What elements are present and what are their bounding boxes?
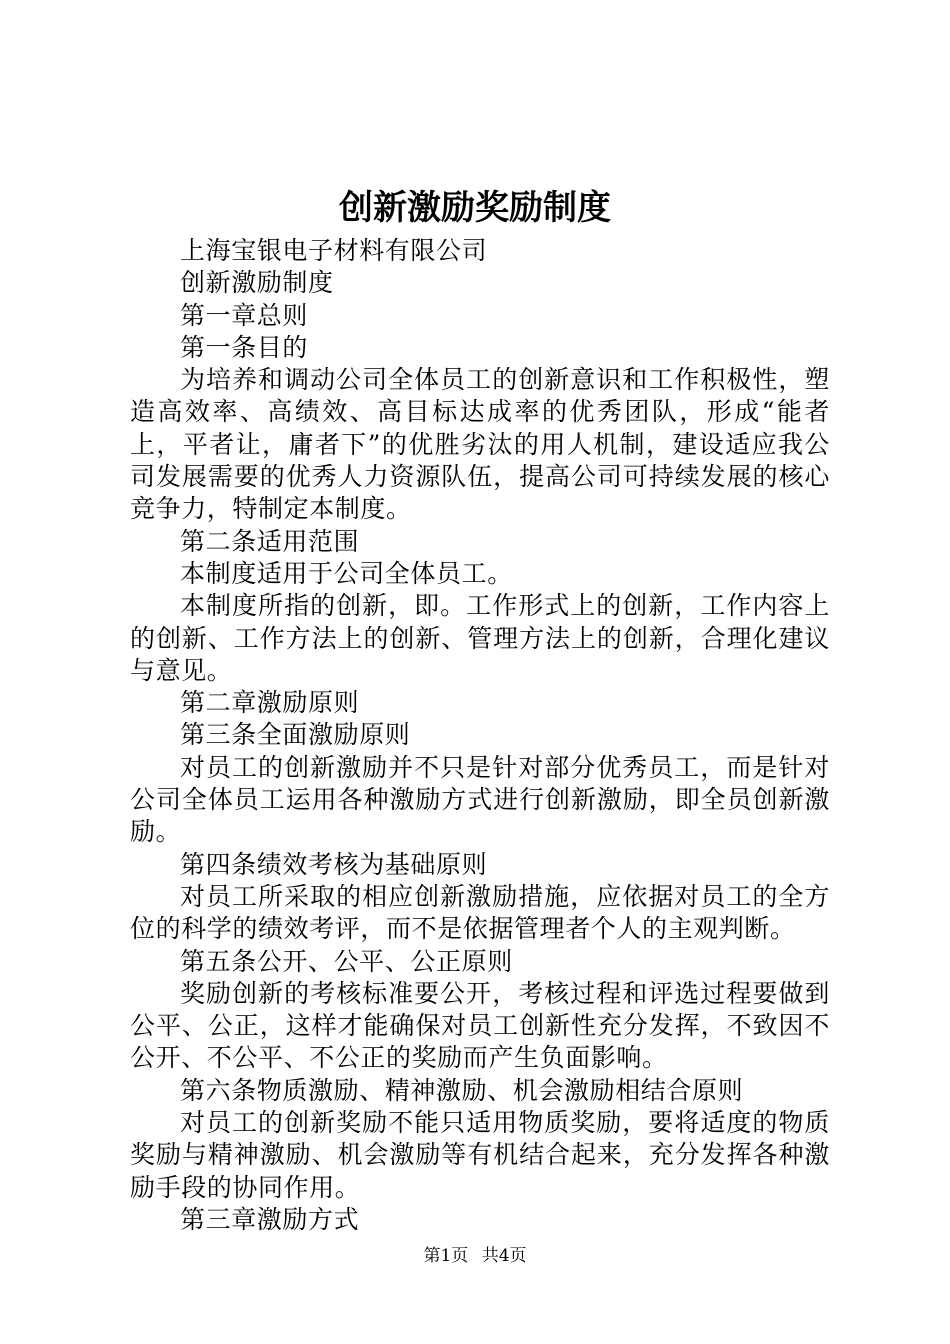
article-heading: 第一条目的 [180, 332, 309, 362]
article-heading: 第六条物质激励、精神激励、机会激励相结合原则 [180, 1075, 744, 1105]
chapter-heading: 第一章总则 [180, 300, 309, 330]
system-name: 创新激励制度 [180, 268, 334, 298]
chapter-heading: 第三章激励方式 [180, 1204, 360, 1234]
article-heading: 第二条适用范围 [180, 526, 360, 556]
page-number: 第1页 [423, 1246, 469, 1266]
document-title: 创新激励奖励制度 [339, 188, 611, 228]
body-paragraph: 对员工的创新奖励不能只适用物质奖励，要将适度的物质奖励与精神激励、机会激励等有机结合起来，充分发挥各种激励手段的协同作用。 [130, 1108, 830, 1202]
document-body [130, 235, 830, 1236]
article-heading: 第五条公开、公平、公正原则 [180, 946, 513, 976]
chapter-heading: 第二章激励原则 [180, 688, 360, 718]
body-paragraph: 对员工的创新激励并不只是针对部分优秀员工，而是针对公司全体员工运用各种激励方式进行创新激励，即全员创新激励。 [130, 752, 830, 847]
body-paragraph: 本制度适用于公司全体员工。 [180, 558, 513, 588]
page-total: 共4页 [481, 1246, 527, 1266]
article-heading: 第三条全面激励原则 [180, 720, 411, 750]
company-name: 上海宝银电子材料有限公司 [180, 236, 488, 265]
body-paragraph: 对员工所采取的相应创新激励措施，应依据对员工的全方位的科学的绩效考评，而不是依据管理者个人的主观判断。 [130, 881, 830, 944]
body-paragraph: 本制度所指的创新，即。工作形式上的创新，工作内容上的创新、工作方法上的创新、管理方法上的创新，合理化建议与意见。 [130, 591, 830, 685]
body-paragraph: 奖励创新的考核标准要公开，考核过程和评选过程要做到公平、公正，这样才能确保对员工创新性充分发挥，不致因不公开、不公平、不公正的奖励而产生负面影响。 [130, 978, 830, 1073]
article-heading: 第四条绩效考核为基础原则 [180, 849, 488, 879]
page-footer [0, 1244, 950, 1268]
body-paragraph: 为培养和调动公司全体员工的创新意识和工作积极性，塑造高效率、高绩效、高目标达成率的优秀团队，形成“能者上，平者让，庸者下”的优胜劣汰的用人机制，建设适应我公司发展需要的优秀人力资源队伍，提高公司可持续发展的核心竞争力，特制定本制度。 [130, 365, 830, 524]
